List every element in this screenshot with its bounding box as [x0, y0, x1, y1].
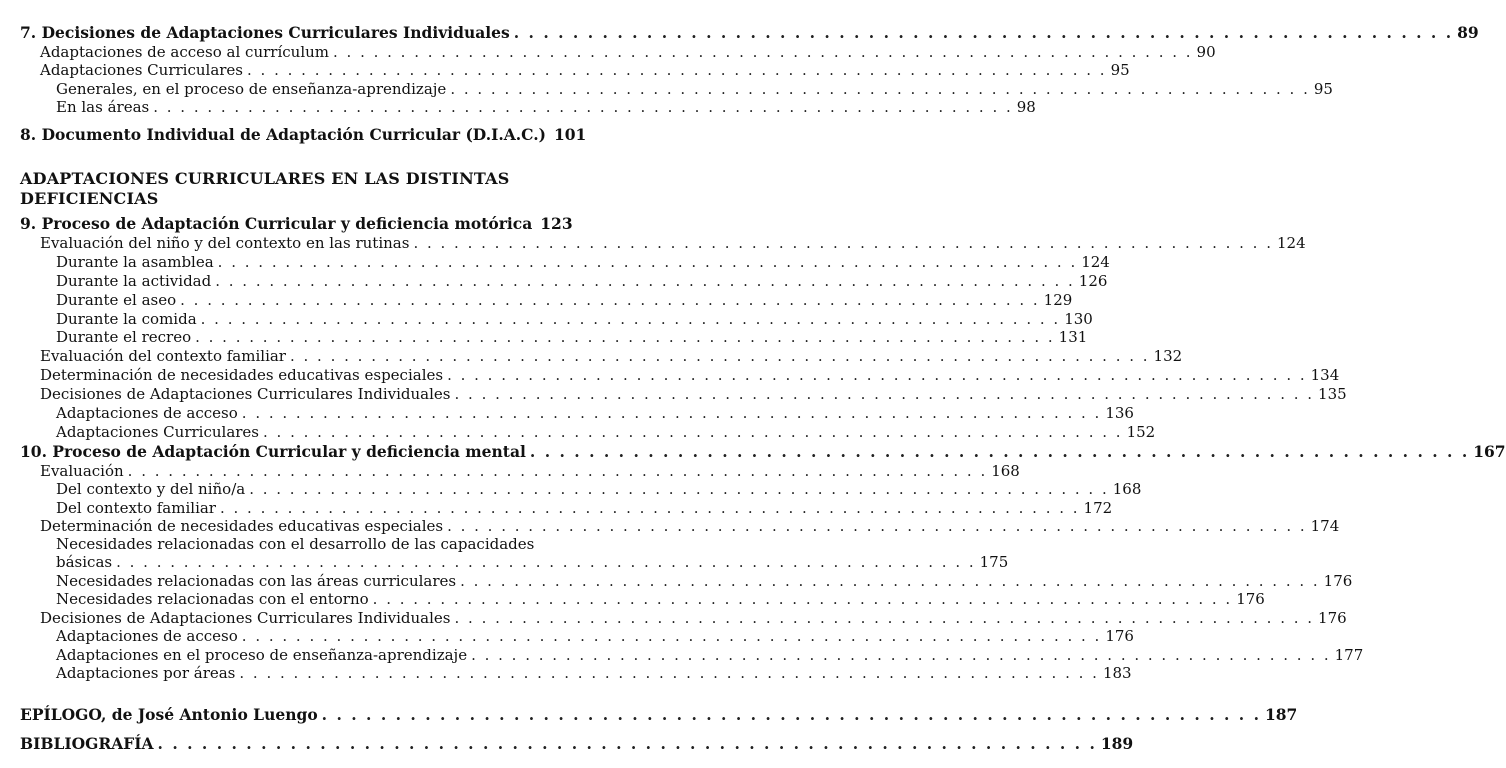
toc-entry[interactable]: [56, 271, 1108, 290]
toc-entry[interactable]: [20, 442, 1506, 461]
toc-entry-page: 176: [1236, 590, 1265, 608]
toc-entry-title: Necesidades relacionadas con las áreas curriculares: [56, 571, 457, 590]
toc-entry-page: 90: [1196, 42, 1216, 61]
dot-leader: . . . . . . . . . . . . . . . . . . . . . . . . . . . . . . . . . . . . . . . . . . . . . . . . . . . . . . . . . . . . . . . .: [157, 734, 1097, 753]
toc-entry[interactable]: [20, 705, 1298, 724]
toc-entry[interactable]: [56, 664, 1132, 682]
dot-leader: . . . . . . . . . . . . . . . . . . . . . . . . . . . . . . . . . . . . . . . . . . . . . . . . . . . . . . . . . . . . . . . .: [529, 442, 1470, 461]
toc-entry-title: BIBLIOGRAFÍA: [20, 734, 154, 753]
toc-entry-title: Adaptaciones por áreas: [56, 664, 236, 682]
toc-entry-title: Necesidades relacionadas con el entorno: [56, 590, 369, 608]
dot-leader: . . . . . . . . . . . . . . . . . . . . . . . . . . . . . . . . . . . . . . . . . . . . . . . . . . . . . . . . . . . . . . . .: [116, 553, 976, 571]
toc-entry-page: 132: [1153, 347, 1183, 366]
toc-entry-page: 134: [1310, 366, 1340, 385]
toc-entry-title: 9. Proceso de Adaptación Curricular y deficiencia motórica: [20, 214, 533, 233]
toc-entry-title: Determinación de necesidades educativas especiales: [40, 366, 444, 385]
section-heading: ADAPTACIONES CURRICULARES EN LAS DISTINTAS: [20, 169, 510, 188]
toc-entry[interactable]: [56, 422, 1156, 441]
toc-entry-page: 129: [1043, 290, 1073, 309]
toc-entry-title: EPÍLOGO, de José Antonio Luengo: [20, 705, 318, 724]
dot-leader: . . . . . . . . . . . . . . . . . . . . . . . . . . . . . . . . . . . . . . . . . . . . . . . . . . . . . . . . . . . . . . . .: [289, 347, 1150, 366]
toc-entry[interactable]: [40, 61, 1130, 80]
dot-leader: . . . . . . . . . . . . . . . . . . . . . . . . . . . . . . . . . . . . . . . . . . . . . . . . . . . . . . . . . . . . . . . .: [454, 608, 1315, 627]
toc-entry[interactable]: [56, 404, 1134, 422]
toc-entry-title: Durante la asamblea: [56, 252, 214, 271]
toc-entry-page: 174: [1310, 517, 1340, 536]
toc-entry-title: Evaluación del niño y del contexto en las rutinas: [40, 233, 410, 252]
dot-leader: . . . . . . . . . . . . . . . . . . . . . . . . . . . . . . . . . . . . . . . . . . . . . . . . . . . . . . . . . . . . . . . .: [447, 517, 1307, 536]
toc-entry-page: 176: [1323, 571, 1353, 590]
dot-leader: . . . . . . . . . . . . . . . . . . . . . . . . . . . . . . . . . . . . . . . . . . . . . . . . . . . . . . . . . . . . . . . .: [180, 290, 1040, 309]
section-heading-continued: DEFICIENCIAS: [20, 189, 159, 208]
toc-entry-page: 136: [1105, 404, 1134, 422]
toc-entry-page: 123: [540, 214, 573, 233]
toc-entry[interactable]: [20, 215, 572, 233]
dot-leader: . . . . . . . . . . . . . . . . . . . . . . . . . . . . . . . . . . . . . . . . . . . . . . . . . . . . . . . . . . . . . . . .: [249, 480, 1109, 499]
toc-entry[interactable]: [56, 480, 1142, 499]
toc-entry[interactable]: [20, 734, 1134, 753]
toc-entry[interactable]: [56, 309, 1093, 328]
toc-entry[interactable]: [40, 608, 1347, 627]
toc-entry-page: 124: [1276, 233, 1306, 252]
dot-leader: . . . . . . . . . . . . . . . . . . . . . . . . . . . . . . . . . . . . . . . . . . . . . . . . . . . . . . . . . . . . . . . .: [413, 233, 1273, 252]
toc-entry-title: Durante el recreo: [56, 328, 192, 347]
toc-entry-page: 167: [1473, 442, 1506, 461]
dot-leader: . . . . . . . . . . . . . . . . . . . . . . . . . . . . . . . . . . . . . . . . . . . . . . . . . . . . . . . . . . . . . . . .: [321, 705, 1261, 724]
toc-entry-page: 130: [1064, 309, 1093, 328]
toc-entry[interactable]: [40, 347, 1183, 366]
toc-entry-title: básicas: [56, 553, 113, 571]
toc-entry-title: Adaptaciones de acceso: [56, 627, 238, 645]
toc-entry[interactable]: [56, 571, 1353, 590]
toc-entry-title: Adaptaciones de acceso al currículum: [40, 42, 329, 61]
toc-entry[interactable]: [56, 590, 1265, 608]
toc-entry-title: Adaptaciones Curriculares: [56, 422, 260, 441]
toc-entry[interactable]: [40, 366, 1340, 385]
toc-entry-title: Adaptaciones Curriculares: [40, 61, 244, 80]
dot-leader: . . . . . . . . . . . . . . . . . . . . . . . . . . . . . . . . . . . . . . . . . . . . . . . . . . . . . . . . . . . . . . . .: [333, 42, 1193, 61]
toc-entry-page: 95: [1110, 61, 1130, 80]
toc-entry-page: 177: [1334, 645, 1364, 664]
toc-entry-title: Adaptaciones en el proceso de enseñanza-aprendizaje: [56, 645, 468, 664]
toc-entry[interactable]: [56, 98, 1036, 117]
toc-entry-title: Del contexto familiar: [56, 498, 216, 517]
toc-entry[interactable]: [56, 553, 1009, 571]
toc-entry[interactable]: [56, 252, 1110, 271]
toc-entry[interactable]: [56, 627, 1134, 645]
dot-leader: . . . . . . . . . . . . . . . . . . . . . . . . . . . . . . . . . . . . . . . . . . . . . . . . . . . . . . . . . . . . . . . .: [217, 252, 1078, 271]
toc-entry-title: En las áreas: [56, 98, 150, 117]
toc-entry[interactable]: [40, 517, 1340, 536]
toc-entry[interactable]: [56, 328, 1088, 347]
toc-entry[interactable]: [56, 79, 1333, 98]
dot-leader: . . . . . . . . . . . . . . . . . . . . . . . . . . . . . . . . . . . . . . . . . . . . . . . . . . . . . . . . . . . . . . . .: [454, 385, 1315, 404]
toc-entry-title-wrapped: Necesidades relacionadas con el desarrollo de las capacidades: [56, 535, 535, 553]
toc-entry-title: Generales, en el proceso de enseñanza-aprendizaje: [56, 79, 447, 98]
toc-entry-page: 168: [991, 461, 1020, 480]
toc-entry-page: 89: [1457, 23, 1479, 42]
dot-leader: . . . . . . . . . . . . . . . . . . . . . . . . . . . . . . . . . . . . . . . . . . . . . . . . . . . . . . . . . . . . . . . .: [247, 61, 1107, 80]
toc-entry-page: 135: [1318, 385, 1347, 404]
dot-leader: . . . . . . . . . . . . . . . . . . . . . . . . . . . . . . . . . . . . . . . . . . . . . . . . . . . . . . . . . . . . . . . .: [460, 571, 1320, 590]
toc-entry-title: Evaluación: [40, 461, 124, 480]
toc-entry-title: Determinación de necesidades educativas especiales: [40, 517, 444, 536]
toc-entry-title: 8. Documento Individual de Adaptación Curricular (D.I.A.C.): [20, 125, 546, 144]
toc-entry-page: 95: [1313, 79, 1333, 98]
toc-entry-page: 176: [1318, 608, 1347, 627]
toc-entry-page: 168: [1112, 480, 1142, 499]
toc-entry-page: 187: [1264, 705, 1298, 724]
toc-entry-title: Del contexto y del niño/a: [56, 480, 246, 499]
toc-entry-page: 176: [1105, 627, 1134, 645]
dot-leader: . . . . . . . . . . . . . . . . . . . . . . . . . . . . . . . . . . . . . . . . . . . . . . . . . . . . . . . . . . . . . . . .: [239, 664, 1099, 682]
toc-entry-page: 124: [1081, 252, 1110, 271]
toc-entry-title: Durante la actividad: [56, 271, 212, 290]
toc-entry[interactable]: [20, 23, 1479, 42]
dot-leader: . . . . . . . . . . . . . . . . . . . . . . . . . . . . . . . . . . . . . . . . . . . . . . . . . . . . . . . . . . . . . . . .: [195, 328, 1055, 347]
toc-entry[interactable]: [40, 385, 1347, 404]
toc-entry[interactable]: [20, 125, 587, 144]
toc-entry[interactable]: [56, 290, 1073, 309]
dot-leader: . . . . . . . . . . . . . . . . . . . . . . . . . . . . . . . . . . . . . . . . . . . . . . . . . . . . . . . . . . . . . . . .: [372, 590, 1233, 608]
toc-entry-title: Durante la comida: [56, 309, 197, 328]
dot-leader: . . . . . . . . . . . . . . . . . . . . . . . . . . . . . . . . . . . . . . . . . . . . . . . . . . . . . . . . . . . . . . . .: [200, 309, 1061, 328]
toc-entry-title: Adaptaciones de acceso: [56, 404, 238, 422]
toc-entry-title: 10. Proceso de Adaptación Curricular y deficiencia mental: [20, 442, 526, 461]
toc-entry[interactable]: [56, 645, 1364, 664]
dot-leader: . . . . . . . . . . . . . . . . . . . . . . . . . . . . . . . . . . . . . . . . . . . . . . . . . . . . . . . . . . . . . . . .: [219, 498, 1080, 517]
dot-leader: . . . . . . . . . . . . . . . . . . . . . . . . . . . . . . . . . . . . . . . . . . . . . . . . . . . . . . . . . . . . . . . .: [241, 627, 1102, 645]
dot-leader: . . . . . . . . . . . . . . . . . . . . . . . . . . . . . . . . . . . . . . . . . . . . . . . . . . . . . . . . . . . . . . . .: [263, 422, 1123, 441]
dot-leader: . . . . . . . . . . . . . . . . . . . . . . . . . . . . . . . . . . . . . . . . . . . . . . . . . . . . . . . . . . . . . . . .: [447, 366, 1307, 385]
toc-entry-page: 126: [1078, 271, 1108, 290]
dot-leader: . . . . . . . . . . . . . . . . . . . . . . . . . . . . . . . . . . . . . . . . . . . . . . . . . . . . . . . . . . . . . . . .: [153, 98, 1013, 117]
toc-entry[interactable]: [40, 42, 1216, 61]
toc-entry-page: 131: [1058, 328, 1088, 347]
dot-leader: . . . . . . . . . . . . . . . . . . . . . . . . . . . . . . . . . . . . . . . . . . . . . . . . . . . . . . . . . . . . . . . .: [450, 79, 1310, 98]
dot-leader: . . . . . . . . . . . . . . . . . . . . . . . . . . . . . . . . . . . . . . . . . . . . . . . . . . . . . . . . . . . . . . . .: [215, 271, 1075, 290]
toc-entry-page: 101: [553, 125, 587, 144]
toc-entry-page: 172: [1083, 498, 1113, 517]
dot-leader: . . . . . . . . . . . . . . . . . . . . . . . . . . . . . . . . . . . . . . . . . . . . . . . . . . . . . . . . . . . . . . . .: [513, 23, 1454, 42]
toc-entry-page: 175: [979, 553, 1009, 571]
toc-entry-title: Evaluación del contexto familiar: [40, 347, 286, 366]
toc-entry-title: Decisiones de Adaptaciones Curriculares Individuales: [40, 385, 451, 404]
toc-entry-title: Decisiones de Adaptaciones Curriculares Individuales: [40, 608, 451, 627]
toc-entry-page: 183: [1102, 664, 1132, 682]
toc-entry[interactable]: [56, 498, 1113, 517]
dot-leader: . . . . . . . . . . . . . . . . . . . . . . . . . . . . . . . . . . . . . . . . . . . . . . . . . . . . . . . . . . . . . . . .: [471, 645, 1331, 664]
toc-entry[interactable]: [40, 461, 1020, 480]
toc-entry-page: 189: [1100, 734, 1134, 753]
toc-entry-title: Durante el aseo: [56, 290, 177, 309]
toc-entry-title: 7. Decisiones de Adaptaciones Curriculares Individuales: [20, 23, 510, 42]
toc-entry[interactable]: [40, 233, 1306, 252]
toc-entry-page: 98: [1016, 98, 1036, 117]
dot-leader: . . . . . . . . . . . . . . . . . . . . . . . . . . . . . . . . . . . . . . . . . . . . . . . . . . . . . . . . . . . . . . . .: [127, 461, 988, 480]
toc-entry-page: 152: [1126, 422, 1156, 441]
dot-leader: . . . . . . . . . . . . . . . . . . . . . . . . . . . . . . . . . . . . . . . . . . . . . . . . . . . . . . . . . . . . . . . .: [241, 404, 1102, 422]
